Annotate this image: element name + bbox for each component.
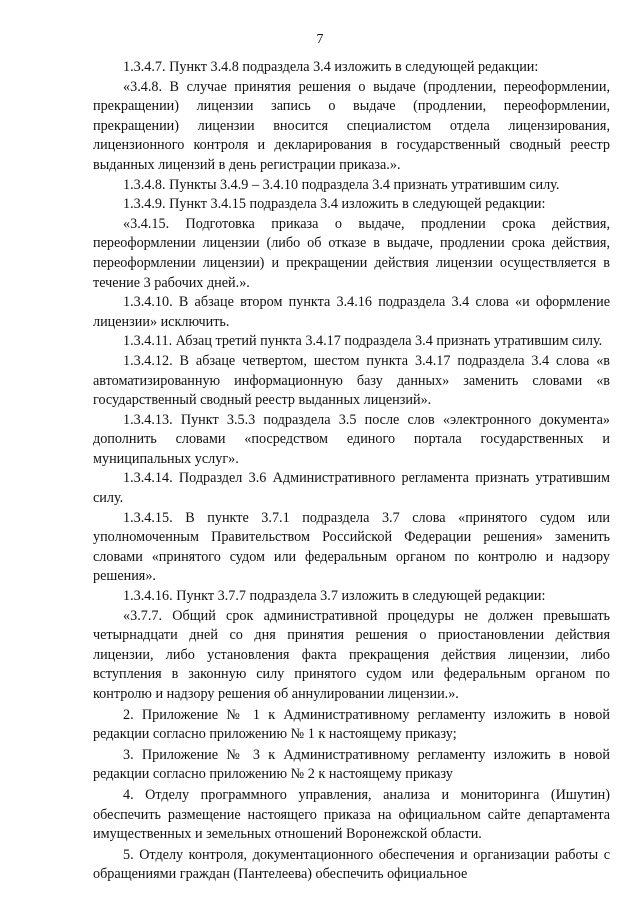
quote-3-4-8: «3.4.8. В случае принятия решения о выдаче (продлении, переоформлении, прекращении) лицензии запись о выдаче (продлении, переоформлении, прекращении) лицензии вносится специалистом отдела лицензирования, лицензионного контроля и декларирования в государственный сводный реестр выданных лицензий в день регистрации приказа.». — [93, 78, 610, 173]
paragraph-1-3-4-14: 1.3.4.14. Подраздел 3.6 Административного регламента признать утратившим силу. — [93, 470, 610, 507]
page-number: 7 — [316, 32, 324, 47]
quote-3-4-15: «3.4.15. Подготовка приказа о выдаче, продлении срока действия, переоформлении лицензии (либо об отказе в выдаче, продлении срока действия, переоформлении лицензии) и прекращении действия лицензии осуществляется в течение 3 рабочих дней.». — [93, 215, 610, 291]
paragraph-1-3-4-10: 1.3.4.10. В абзаце втором пункта 3.4.16 подраздела 3.4 слова «и оформление лицензии» исключить. — [93, 294, 610, 330]
paragraph-1-3-4-13: 1.3.4.13. Пункт 3.5.3 подраздела 3.5 после слов «электронного документа» дополнить словами «посредством единого портала государственных и муниципальных услуг». — [93, 411, 610, 467]
paragraph-1-3-4-12: 1.3.4.12. В абзаце четвертом, шестом пункта 3.4.17 подраздела 3.4 слова «в автоматизированную информационную базу данных» заменить словами «в государственный сводный реестр выданных лицензий». — [93, 352, 610, 409]
paragraph-1-3-4-16: 1.3.4.16. Пункт 3.7.7 подраздела 3.7 изложить в следующей редакции: — [123, 588, 546, 605]
paragraph-5: 5. Отделу контроля, документационного обеспечения и организации работы с обращениями граждан (Пантелеева) обеспечить официальное — [93, 846, 610, 883]
paragraph-1-3-4-11: 1.3.4.11. Абзац третий пункта 3.4.17 подраздела 3.4 признать утратившим силу. — [123, 333, 603, 350]
paragraph-2: 2. Приложение № 1 к Административному регламенту изложить в новой редакции согласно приложению № 1 к настоящему приказу; — [93, 706, 610, 743]
paragraph-1-3-4-7: 1.3.4.7. Пункт 3.4.8 подраздела 3.4 изложить в следующей редакции: — [123, 59, 539, 75]
paragraph-1-3-4-9: 1.3.4.9. Пункт 3.4.15 подраздела 3.4 изложить в следующей редакции: — [123, 196, 546, 213]
paragraph-4: 4. Отделу программного управления, анализа и мониторинга (Ишутин) обеспечить размещение настоящего приказа на официальном сайте департамента имущественных и земельных отношений Воронежской области. — [93, 786, 610, 843]
quote-3-7-7: «3.7.7. Общий срок административной процедуры не должен превышать четырнадцати дней со дня принятия решения о приостановлении действия лицензии, либо установления факта прекращения действия лицензии, либо вступления в законную силу принятого судом или федеральным органом по контролю и надзору решения об аннулировании лицензии.». — [93, 607, 610, 702]
document-body — [93, 58, 610, 885]
paragraph-1-3-4-8: 1.3.4.8. Пункты 3.4.9 – 3.4.10 подраздела 3.4 признать утратившим силу. — [123, 176, 560, 193]
paragraph-1-3-4-15: 1.3.4.15. В пункте 3.7.1 подраздела 3.7 слова «принятого судом или уполномоченным Правительством Российской Федерации решения» заменить словами «принятого судом или федеральным органом по контролю и надзору решения». — [93, 509, 610, 585]
paragraph-3: 3. Приложение № 3 к Административному регламенту изложить в новой редакции согласно приложению № 2 к настоящему приказу — [93, 746, 610, 783]
